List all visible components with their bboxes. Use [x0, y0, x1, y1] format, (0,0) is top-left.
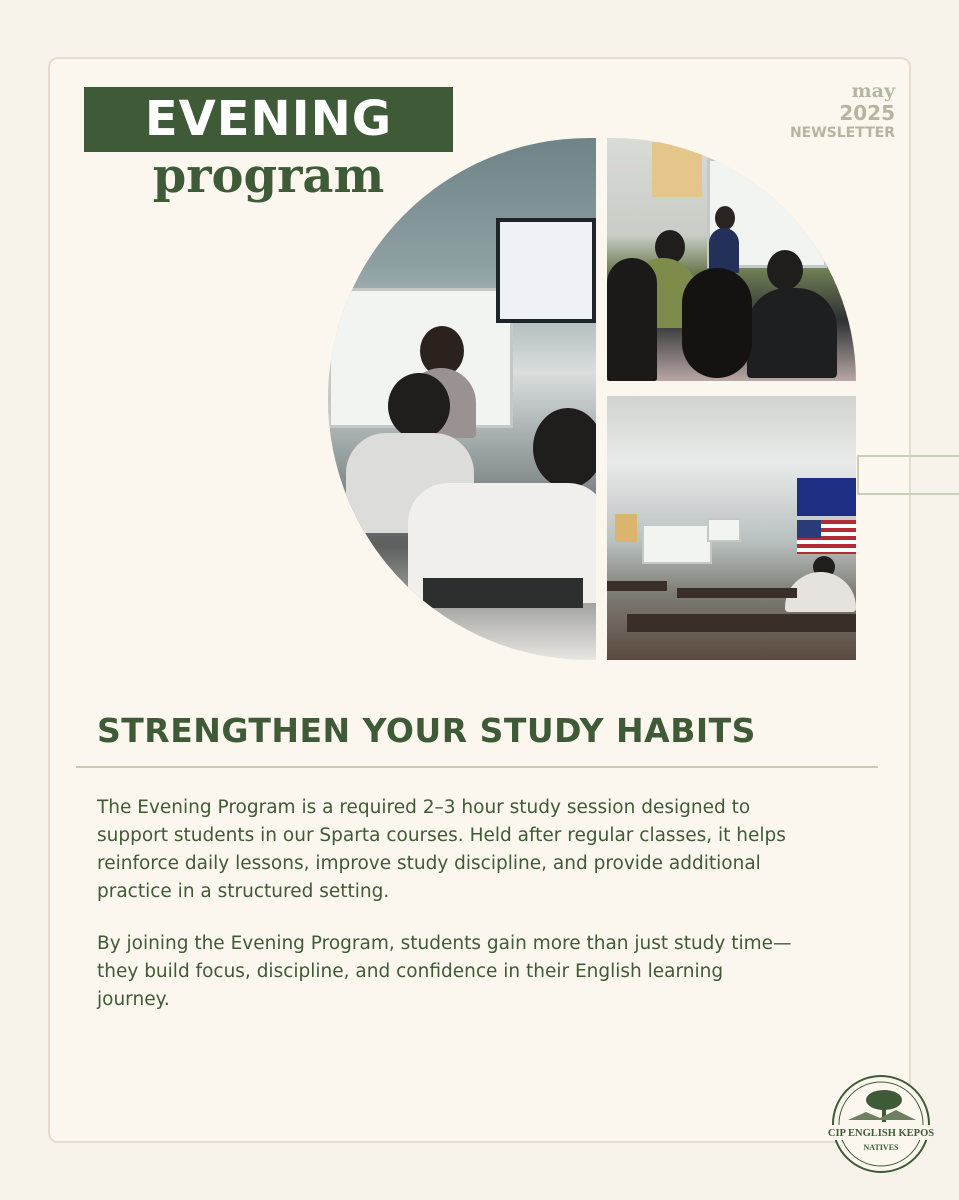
- issue-label: NEWSLETTER: [789, 125, 895, 141]
- classroom-photo-top-right: [607, 138, 856, 381]
- classroom-photo-bottom-right: [607, 396, 856, 660]
- paragraph-benefits: By joining the Evening Program, students gain more than just study time—they build focus, discipline, and confidence in their English learning journey.: [97, 933, 792, 1010]
- school-logo-seal: [826, 1074, 936, 1174]
- divider: [76, 766, 878, 768]
- title-main: EVENING: [84, 87, 453, 152]
- paragraph-intro: The Evening Program is a required 2–3 hour study session designed to support students in our Sparta courses. Held after regular classes, it helps reinforce daily lessons, improve study discipline, and provide additional practice in a structured setting.: [97, 797, 786, 902]
- issue-month: may: [851, 80, 895, 102]
- issue-info: [790, 82, 895, 140]
- logo-line1: CIP ENGLISH KEPOS: [827, 1128, 935, 1139]
- section-title: STRENGTHEN YOUR STUDY HABITS: [97, 711, 756, 750]
- title-sub: program: [152, 148, 385, 204]
- logo-line2: NATIVES: [863, 1143, 899, 1152]
- issue-year: 2025: [839, 101, 895, 125]
- decorative-bracket: [857, 455, 959, 495]
